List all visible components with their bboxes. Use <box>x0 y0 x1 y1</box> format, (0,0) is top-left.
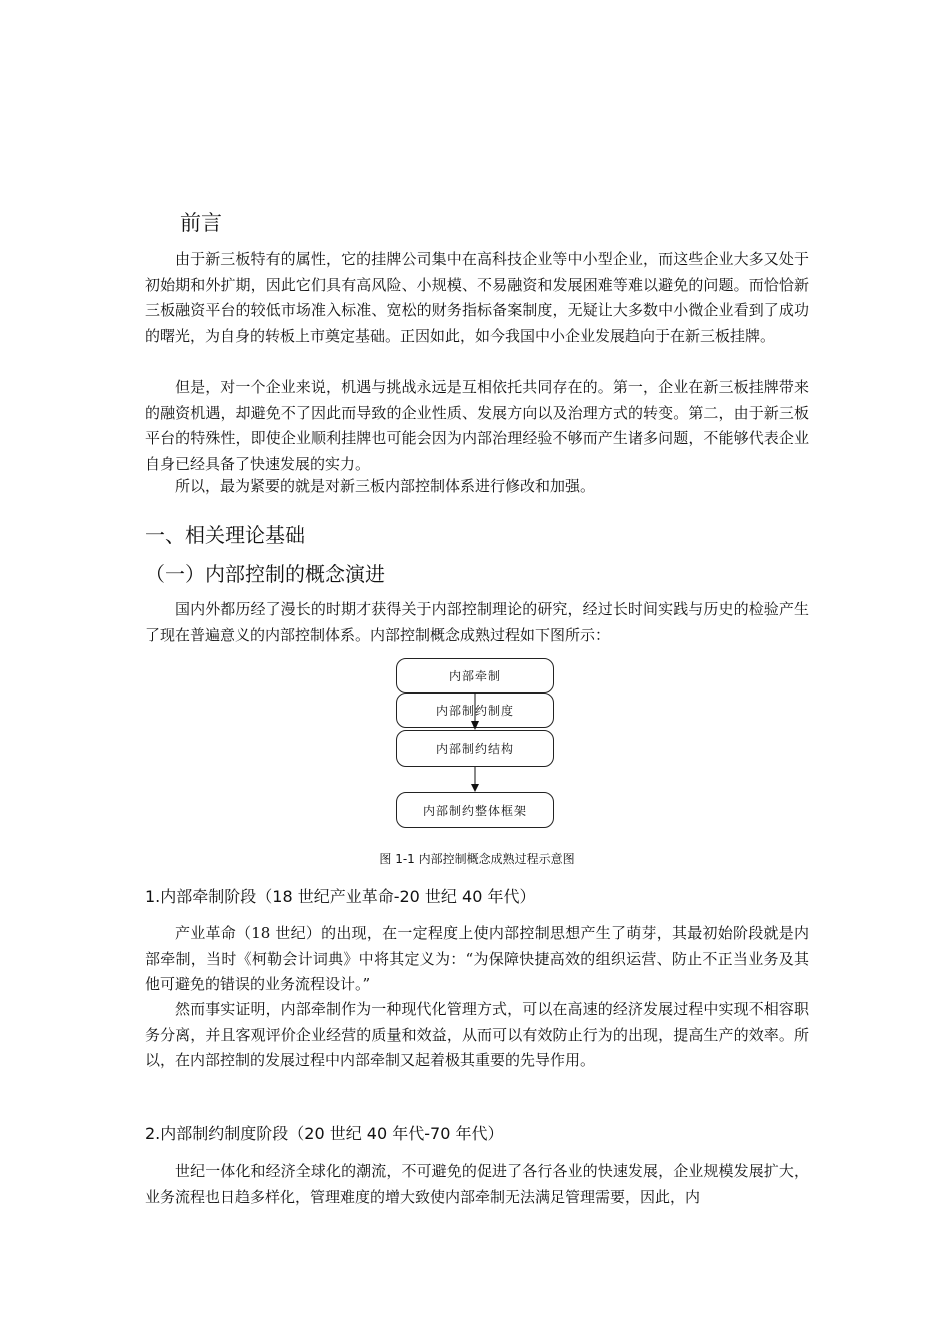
stage1-paragraph-1: 产业革命（18 世纪）的出现，在一定程度上使内部控制思想产生了萌芽，其最初始阶段就是内部牵制，当时《柯勒会计词典》中将其定义为：“为保障快捷高效的组织运营、防止不正当业务及其他可避免的错误的业务流程设计。” <box>145 924 809 993</box>
flow-step-2: 内部制约制度 <box>396 693 554 728</box>
flow-step-1: 内部牵制 <box>396 658 554 693</box>
figure-caption: 图 1-1 内部控制概念成熟过程示意图 <box>379 852 575 866</box>
section-heading: 一、相关理论基础 <box>145 523 305 547</box>
flow-step-3: 内部制约结构 <box>396 730 554 767</box>
stage2-heading: 2.内部制约制度阶段（20 世纪 40 年代-70 年代） <box>145 1124 504 1143</box>
subsection-intro-paragraph: 国内外都历经了漫长的时期才获得关于内部控制理论的研究，经过长时间实践与历史的检验产生了现在普遍意义的内部控制体系。内部控制概念成熟过程如下图所示： <box>145 600 809 644</box>
preface-heading: 前言 <box>180 211 222 235</box>
preface-paragraph-1: 由于新三板特有的属性，它的挂牌公司集中在高科技企业等中小型企业，而这些企业大多又处于初始期和外扩期，因此它们具有高风险、小规模、不易融资和发展困难等难以避免的问题。而恰恰新三板融资平台的较低市场准入标准、宽松的财务指标备案制度，无疑让大多数中小微企业看到了成功的曙光，为自身的转板上市奠定基础。正因如此，如今我国中小企业发展趋向于在新三板挂牌。 <box>145 250 809 345</box>
preface-paragraph-2: 但是，对一个企业来说，机遇与挑战永远是互相依托共同存在的。第一，企业在新三板挂牌带来的融资机遇，却避免不了因此而导致的企业性质、发展方向以及治理方式的转变。第二，由于新三板平台的特殊性，即使企业顺利挂牌也可能会因为内部治理经验不够而产生诸多问题，不能够代表企业自身已经具备了快速发展的实力。 <box>145 378 809 473</box>
flow-arrow-head <box>471 784 479 792</box>
stage1-heading: 1.内部牵制阶段（18 世纪产业革命-20 世纪 40 年代） <box>145 887 536 906</box>
stage2-paragraph-1: 世纪一体化和经济全球化的潮流，不可避免的促进了各行各业的快速发展，企业规模发展扩大，业务流程也日趋多样化，管理难度的增大致使内部牵制无法满足管理需要，因此，内 <box>145 1162 809 1206</box>
flow-step-4: 内部制约整体框架 <box>396 792 554 828</box>
subsection-heading: （一）内部控制的概念演进 <box>145 562 385 586</box>
stage1-paragraph-2: 然而事实证明，内部牵制作为一种现代化管理方式，可以在高速的经济发展过程中实现不相容职务分离，并且客观评价企业经营的质量和效益，从而可以有效防止行为的出现，提高生产的效率。所以，在内部控制的发展过程中内部牵制又起着极其重要的先导作用。 <box>145 1000 809 1069</box>
preface-paragraph-3: 所以，最为紧要的就是对新三板内部控制体系进行修改和加强。 <box>175 477 596 495</box>
